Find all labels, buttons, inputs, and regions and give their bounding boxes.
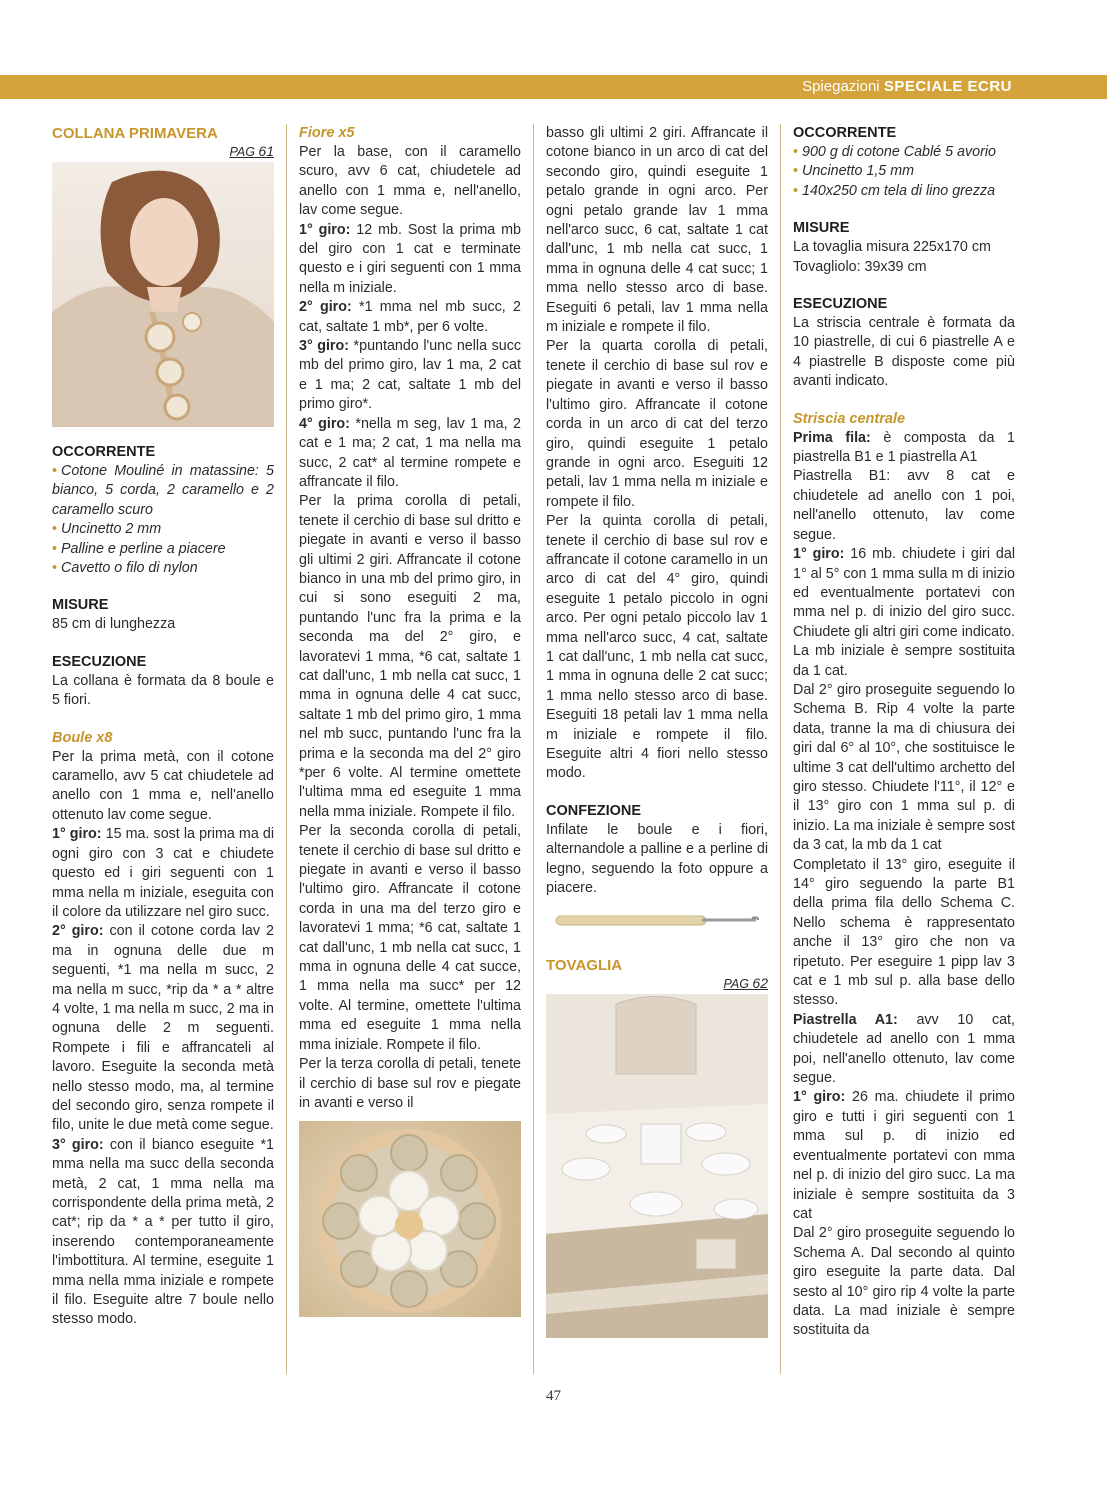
striscia-heading: Striscia centrale xyxy=(793,410,906,427)
column-separator xyxy=(780,124,781,1374)
body-paragraph: Per la terza corolla di petali, tenete il cerchio di base sul rov e piegate in avanti e verso il xyxy=(299,1056,521,1111)
body-paragraph: Piastrella A1: avv 10 cat, chiudetele ad anello con 1 mma poi, nell'anello ottenuto, lav come segue. xyxy=(793,1011,1015,1087)
occorrente-heading: OCCORRENTE xyxy=(793,125,897,141)
body-paragraph: 2° giro: *1 mma nel mb succ, 2 cat, saltate 1 mb*, per 6 volte. xyxy=(299,299,521,335)
body-paragraph: 1° giro: 16 mb. chiudete i giri dal 1° al 5° con 1 mma sulla m di inizio ed eventualmente portatevi con mma nel p. di inizio del giro succ. Chiudete gli altri giri come indicato. La mb iniziale è sempre sostituita da 1 cat. xyxy=(793,546,1016,679)
body-paragraph: Per la seconda corolla di petali, tenete il cerchio di base sul dritto e piegate in avanti e verso il basso l'ultimo giro. Affrancate il cotone corda in una ma del terzo giro e lavoratevi 1 mma; *6 cat, saltate 1 cat dall'unc, 1 mb nella cat succ, 1 mma in ognuna delle 4 cat succe, 1 mma nella ma succ* per 12 volte. Al termine, omettete l'ultima mma ed eseguite 1 mma nella mma iniziale. Rompete il filo. xyxy=(299,823,521,1053)
material-item: • Cavetto o filo di nylon xyxy=(52,559,274,578)
material-item: • Uncinetto 2 mm xyxy=(52,520,274,539)
esecuzione-heading: ESECUZIONE xyxy=(793,296,888,313)
column-4 xyxy=(793,124,1015,1341)
occorrente-heading: OCCORRENTE xyxy=(52,444,156,460)
tablecloth-photo xyxy=(546,994,768,1338)
crochet-flower-photo xyxy=(299,1121,521,1317)
esecuzione-text: La collana è formata da 8 boule e 5 fiori. xyxy=(52,672,274,709)
body-paragraph: Per la quarta corolla di petali, tenete il cerchio di base sul rov e piegate in avanti e verso il basso l'ultimo giro. Affrancate il cotone corda in un arco di cat del terzo giro, quindi eseguite 1 petalo grande in ogni arco. Eseguiti 12 petali, lav 1 mma nella m iniziale e rompete il filo. xyxy=(546,338,768,510)
column-2 xyxy=(299,124,521,1317)
body-paragraph: Per la quinta corolla di petali, tenete il cerchio di base sul rov e affrancate il cotone caramello in un arco di cat del 4° giro, quindi eseguite 1 petalo piccolo in ogni arco. Per ogni petalo piccolo lav 1 mma nell'arco succ, 4 cat, saltate 1 cat dall'unc, 1 mb nella cat succ, 1 mma in ognuna delle 2 cat succ; 1 mma nello stesso arco di base. Eseguiti 18 petali lav 1 mma nella m iniziale e rompete il filo. Eseguite altri 4 fiori nello stesso modo. xyxy=(546,513,768,782)
section-header-bar xyxy=(0,75,1107,99)
article-title-tovaglia: TOVAGLIA xyxy=(546,957,623,975)
body-paragraph: basso gli ultimi 2 giri. Affrancate il cotone bianco in un arco di cat del secondo giro, quindi eseguite 1 petalo grande in ogni arco. Per ogni petalo grande lav 1 mma nell'arco succ, 6 cat, saltate 1 cat dall'unc, 1 mb nella cat succ, 1 mma in ognuna delle 4 cat succ; 1 mma nello stesso arco di base. Eseguiti 6 petali, lav 1 mma nella m iniziale e rompete il filo. xyxy=(546,125,768,336)
column-3 xyxy=(546,124,768,1338)
column-separator xyxy=(286,124,287,1374)
boule-heading: Boule x8 xyxy=(52,729,113,746)
body-paragraph: Per la base, con il caramello scuro, avv 6 cat, chiudetele ad anello con 1 mma e, nell'anello, lav come segue. xyxy=(299,144,521,219)
body-paragraph: Completato il 13° giro, eseguite il 14° giro seguendo la parte B1 della prima fila dello Schema C. Nello schema è rappresentato anche il 13° giro che non va ripetuto. Per eseguire 1 pipp lav 3 cat e 1 mb sul p. alla base dello stesso. xyxy=(793,856,1015,1009)
body-paragraph: Dal 2° giro proseguite seguendo lo Schema A. Dal secondo al quinto giro eseguite la parte data. Dal sesto al 10° giro rip 4 volte la parte data. La mad iniziale è sempre sostituita da xyxy=(793,1225,1015,1339)
crochet-hook-image xyxy=(552,906,762,934)
confezione-text: Infilate le boule e i fiori, alternandole a palline e a perline di legno, seguendo la foto oppure a piacere. xyxy=(546,821,768,897)
page-ref: PAG 61 xyxy=(229,143,274,159)
misure-text: Tovagliolo: 39x39 cm xyxy=(793,258,927,275)
body-paragraph: Prima fila: è composta da 1 piastrella B1 e 1 piastrella A1 xyxy=(793,429,1015,466)
necklace-model-photo xyxy=(52,162,274,427)
page-number: 47 xyxy=(546,1388,561,1404)
page-ref: PAG 62 xyxy=(723,975,768,992)
body-paragraph: Piastrella B1: avv 8 cat e chiudetele ad anello con 1 poi, nell'anello ottenuto, lav come segue. xyxy=(793,468,1015,543)
body-paragraph: 3° giro: con il bianco eseguite *1 mma nella ma succ della seconda metà, 2 cat, 1 mma nella ma corrispondente della prima metà, 2 cat*; rip da * a * per tutto il giro, inserendo contemporaneamente l'imbottitura. Al termine, eseguite 1 mma nella mma iniziale e rompete il filo. Eseguite altre 7 boule nello stesso modo. xyxy=(52,1136,275,1328)
body-paragraph: 1° giro: 26 ma. chiudete il primo giro e tutti i giri seguenti con 1 mma sul p. di inizio ed eventualmente portatevi con mma nel p. di inizio del giro succ. La ma iniziale è sempre sostituita da 3 cat xyxy=(793,1089,1015,1222)
column-separator xyxy=(533,124,534,1374)
material-item: • Cotone Mouliné in matassine: 5 bianco, 5 corda, 2 caramello e 2 caramello scuro xyxy=(52,462,274,520)
misure-text: 85 cm di lunghezza xyxy=(52,616,176,633)
esecuzione-text: La striscia centrale è formata da 10 piastrelle, di cui 6 piastrelle A e 4 piastrelle B disposte come più avanti indicato. xyxy=(793,315,1015,390)
misure-heading: MISURE xyxy=(793,220,850,237)
header-prefix: Spiegazioni xyxy=(802,78,880,95)
fiore-heading: Fiore x5 xyxy=(299,125,355,141)
body-paragraph: 2° giro: con il cotone corda lav 2 ma in ognuna delle due m seguenti, *1 ma nella m succ, 2 ma nella m succ, *rip da * a * altre 4 volte, 1 ma nella m succ, 2 ma in ognuna delle 2 m seguenti. Rompete i fili e affrancateli al lavoro. Eseguite la seconda metà nello stesso modo, ma, al termine del secondo giro, senza rompete il filo, unite le due metà come segue. xyxy=(52,923,274,1134)
body-paragraph: Per la prima metà, con il cotone caramello, avv 5 cat chiudetele ad anello con 1 mma e, nell'anello ottenuto lav come segue. xyxy=(52,748,274,823)
body-paragraph: 1° giro: 15 ma. sost la prima ma di ogni giro con 3 cat e chiudete questo ed i giri seguenti con 1 mma nella m iniziale, eseguita con il colore da utilizzare nel giro succ. xyxy=(52,826,274,920)
body-paragraph: Per la prima corolla di petali, tenete il cerchio di base sul dritto e piegate in avanti e verso il basso gli ultimi 2 giri. Affrancate il cotone bianco in una mb del primo giro, in cui si sono eseguiti 2 ma, puntando l'unc fra la prima e la seconda ma del 2° giro, e lavoratevi 1 mma, *6 cat, saltate 1 cat dall'unc, 1 mb nella cat succ, 1 mma in ognuna delle 4 cat succ, saltate 1 mb del primo giro, 1 mma nel mb succ, puntando l'unc fra la prima e la seconda ma del 2° giro *per 6 volte. Al termine omettete l'ultima mma ed eseguite 1 mma nella mma iniziale. Rompete il filo. xyxy=(299,493,521,820)
material-item: • Uncinetto 1,5 mm xyxy=(793,162,1015,181)
misure-heading: MISURE xyxy=(52,597,109,614)
esecuzione-heading: ESECUZIONE xyxy=(52,653,147,670)
body-paragraph: 3° giro: *puntando l'unc nella succ mb del primo giro, lav 1 ma, 2 cat e 1 ma; 2 cat, saltate 1 mb del primo giro*. xyxy=(299,338,521,413)
body-paragraph: 4° giro: *nella m seg, lav 1 ma, 2 cat e 1 ma; 2 cat, 1 ma nella ma succ, 2 cat* al termine rompete e affrancate il filo. xyxy=(299,415,521,490)
confezione-heading: CONFEZIONE xyxy=(546,802,642,819)
column-1 xyxy=(52,124,274,1330)
material-item: • 140x250 cm tela di lino grezza xyxy=(793,182,1015,201)
misure-text: La tovaglia misura 225x170 cm xyxy=(793,239,991,256)
body-paragraph: 1° giro: 12 mb. Sost la prima mb del giro con 1 cat e terminate questo e i giri seguenti con 1 mma nella m iniziale. xyxy=(299,221,521,296)
material-item: • Palline e perline a piacere xyxy=(52,540,274,559)
body-paragraph: Dal 2° giro proseguite seguendo lo Schema B. Rip 4 volte la parte data, tranne la ma di chiusura dei giri dal 6° al 10°, che sostituisce le ultime 3 cat dell'ultimo archetto del giro stesso. Chiudete l'11°, il 12° e il 13° giro con 1 mma sul p. di inizio. La ma iniziale è sempre sost da 3 cat, la mb da 1 cat xyxy=(793,681,1015,854)
material-item: • 900 g di cotone Cablé 5 avorio xyxy=(793,143,1015,162)
article-title-collana: COLLANA PRIMAVERA xyxy=(52,125,218,142)
section-header-text xyxy=(802,77,1012,97)
header-section: SPECIALE ECRU xyxy=(883,78,1012,95)
